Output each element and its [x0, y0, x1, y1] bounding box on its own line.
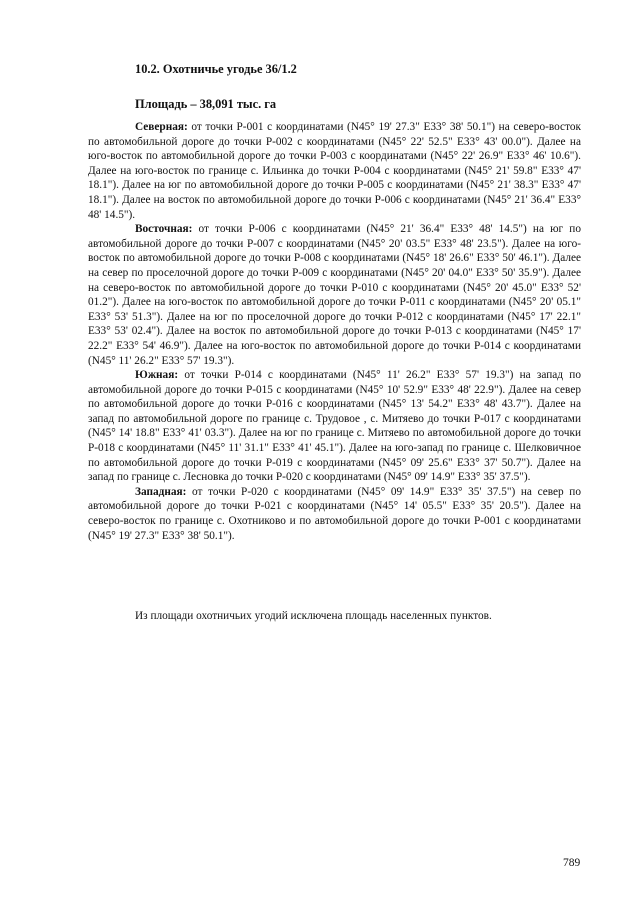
section-title: 10.2. Охотничье угодье 36/1.2	[135, 62, 297, 76]
border-north-paragraph	[88, 120, 581, 222]
border-east-paragraph	[88, 222, 581, 368]
border-north-text: от точки Р-001 с координатами (N45° 19' 27.3" E33° 38' 50.1") на северо-восток по автомобильной дороге до точки Р-002 с координатами (N45° 22' 52.5" E33° 43' 00.0"). Далее на юго-восток по автомобильной дороге до точки Р-003 с координатами (N45° 22' 26.9" E33° 46' 10.6"). Далее на юго-восток по границе с. Ильинка до точки Р-004 с координатами (N45° 21' 59.8" E33° 47' 18.1"). Далее на юг по автомобильной дороге до точки Р-005 с координатами (N45° 21' 38.3" E33° 47' 18.1"). Далее на восток по автомобильной дороге до точки Р-006 с координатами (N45° 21' 36.4" E33° 48' 14.5").	[88, 121, 581, 221]
border-east-label: Восточная:	[135, 223, 193, 236]
border-west-text: от точки Р-020 с координатами (N45° 09' 14.9" E33° 35' 37.5") на север по автомобильной дороге до точки Р-021 с координатами (N45° 14' 05.5" E33° 35' 20.5"). Далее на северо-восток по границе с. Охотниково и по автомобильной дороге до точки Р-001 с координатами (N45° 19' 27.3" E33° 38' 50.1").	[88, 485, 581, 542]
border-west-label: Западная:	[135, 485, 187, 498]
border-south-label: Южная:	[135, 369, 179, 382]
area-heading: Площадь – 38,091 тыс. га	[135, 97, 277, 111]
border-description	[88, 120, 581, 543]
border-south-paragraph	[88, 368, 581, 485]
border-south-text: от точки Р-014 с координатами (N45° 11' 26.2" E33° 57' 19.3") на запад по автомобильной дороге до точки Р-015 с координатами (N45° 10' 52.9" E33° 48' 22.9"). Далее на север по автомобильной дороге до точки Р-016 с координатами (N45° 13' 54.2" E33° 48' 43.7"). Далее на запад по автомобильной дороге по границе с. Трудовое , с. Митяево до точки Р-017 с координатами (N45° 14' 18.8" E33° 41' 03.3"). Далее на юг по границе с. Митяево по автомобильной дороге до точки Р-018 с координатами (N45° 11' 31.1" E33° 41' 45.1"). Далее на юго-запад по границе с. Шелковичное по автомобильной дороге до точки Р-019 с координатами (N45° 09' 25.6" E33° 37' 50.7"). Далее на запад по границе с. Лесновка до точки Р-020 с координатами (N45° 09' 14.9" E33° 35' 37.5").	[88, 369, 581, 484]
border-north-label: Северная:	[135, 121, 188, 133]
border-east-text: от точки Р-006 с координатами (N45° 21' 36.4" E33° 48' 14.5") на юг по автомобильной дороге до точки Р-007 с координатами (N45° 20' 03.5" E33° 48' 23.5"). Далее на юго-восток по автомобильной дороге до точки Р-008 с координатами (N45° 18' 26.6" E33° 50' 46.1"). Далее на север по проселочной дороге до точки Р-009 с координатами (N45° 20' 04.0" E33° 50' 35.9"). Далее на северо-восток по автомобильной дороге до точки Р-010 с координатами (N45° 20' 45.0" E33° 52' 01.2"). Далее на юго-восток по автомобильной дороге до точки Р-011 с координатами (N45° 20' 05.1" E33° 53' 51.3"). Далее на юг по проселочной дороге до точки Р-012 с координатами (N45° 17' 22.1" E33° 53' 02.4"). Далее на восток по автомобильной дороге до точки Р-013 с координатами (N45° 17' 22.2" E33° 54' 46.9"). Далее на юго-восток по автомобильной дороге до точки Р-014 с координатами (N45° 11' 26.2" E33° 57' 19.3").	[88, 223, 581, 367]
page-number: 789	[563, 857, 581, 869]
border-west-paragraph	[88, 485, 581, 543]
exclusion-note: Из площади охотничьих угодий исключена площадь населенных пунктов.	[135, 610, 492, 622]
